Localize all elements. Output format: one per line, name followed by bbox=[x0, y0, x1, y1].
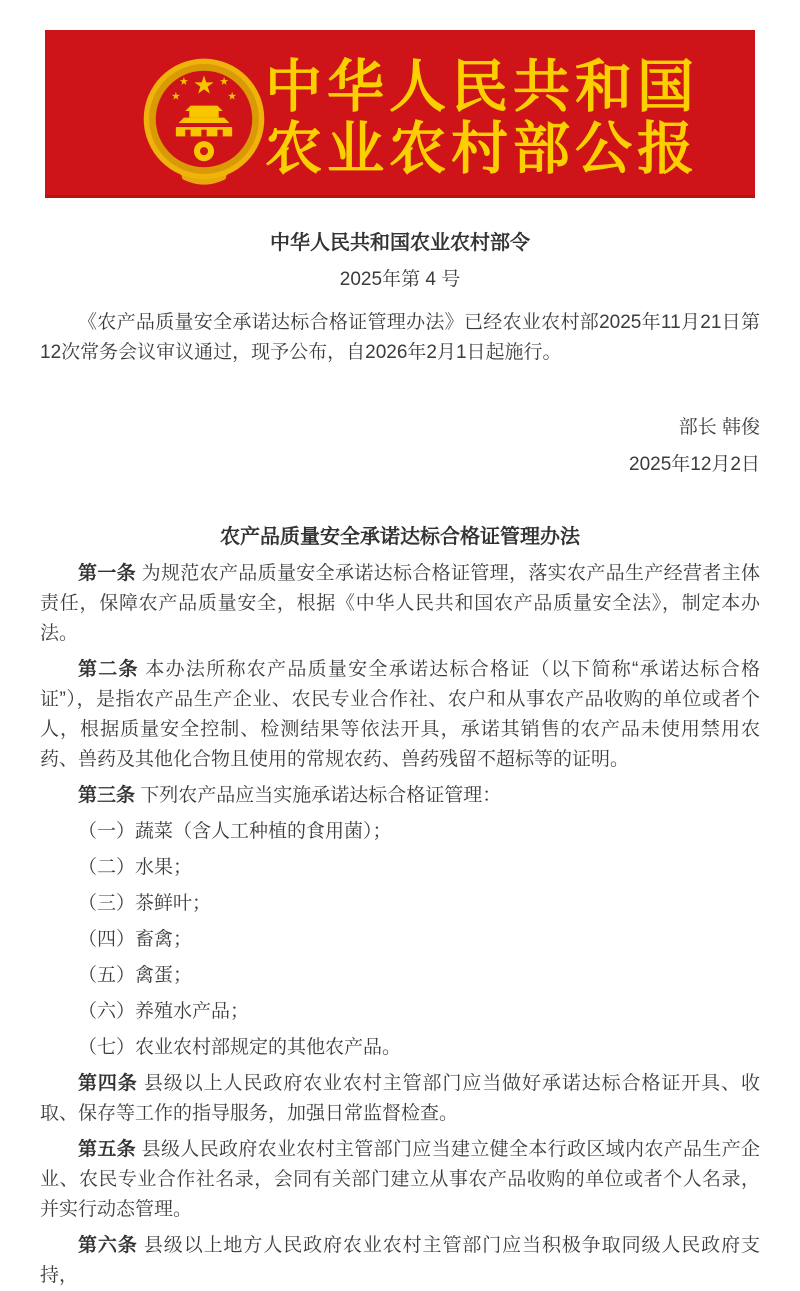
article-number-label: 第五条 bbox=[78, 1139, 137, 1160]
signature-date: 2025年12月2日 bbox=[629, 454, 760, 475]
article-number-label: 第六条 bbox=[78, 1235, 138, 1256]
regulation-articles bbox=[40, 559, 760, 1291]
article-paragraph: 第四条 县级以上人民政府农业农村主管部门应当做好承诺达标合格证开具、收取、保存等工作的指导服务，加强日常监督检查。 bbox=[40, 1073, 760, 1124]
article-list-item: （五）禽蛋； bbox=[78, 965, 193, 986]
article-list-item: （一）蔬菜（含人工种植的食用菌）； bbox=[78, 821, 392, 842]
decree-title: 中华人民共和国农业农村部令 bbox=[270, 232, 530, 254]
article-number-label: 第三条 bbox=[78, 785, 136, 806]
minister-signature: 部长 韩俊 bbox=[678, 417, 760, 438]
article-number-label: 第四条 bbox=[78, 1073, 138, 1094]
masthead-banner bbox=[45, 30, 755, 198]
article-list-item: （三）茶鲜叶； bbox=[78, 893, 212, 914]
article-number-label: 第一条 bbox=[78, 563, 137, 584]
article-list-item: （六）养殖水产品； bbox=[78, 1001, 250, 1022]
masthead-title-line2: 农业农村部公报 bbox=[265, 117, 699, 181]
masthead-title-line1: 中华人民共和国 bbox=[265, 55, 699, 119]
regulation-title: 农产品质量安全承诺达标合格证管理办法 bbox=[220, 526, 580, 548]
article-paragraph: 第六条 县级以上地方人民政府农业农村主管部门应当积极争取同级人民政府支持， bbox=[40, 1235, 760, 1286]
document-body bbox=[40, 228, 760, 1291]
article-paragraph: 第三条 下列农产品应当实施承诺达标合格证管理： bbox=[78, 785, 502, 806]
article-list-item: （二）水果； bbox=[78, 857, 193, 878]
article-paragraph: 第一条 为规范农产品质量安全承诺达标合格证管理，落实农产品生产经营者主体责任，保障农产品质量安全，根据《中华人民共和国农产品质量安全法》，制定本办法。 bbox=[40, 563, 760, 644]
decree-announcement: 《农产品质量安全承诺达标合格证管理办法》已经农业农村部2025年11月21日第12次常务会议审议通过，现予公布，自2026年2月1日起施行。 bbox=[40, 312, 760, 363]
china-national-emblem-icon bbox=[137, 56, 271, 190]
article-list-item: （七）农业农村部规定的其他农产品。 bbox=[78, 1037, 402, 1058]
article-paragraph: 第五条 县级人民政府农业农村主管部门应当建立健全本行政区域内农产品生产企业、农民专业合作社名录，会同有关部门建立从事农产品收购的单位或者个人名录，并实行动态管理。 bbox=[40, 1139, 760, 1220]
article-number-label: 第二条 bbox=[78, 659, 139, 680]
decree-number: 2025年第 4 号 bbox=[339, 269, 461, 290]
article-list-item: （四）畜禽； bbox=[78, 929, 193, 950]
masthead-title bbox=[265, 56, 699, 180]
article-paragraph: 第二条 本办法所称农产品质量安全承诺达标合格证（以下简称“承诺达标合格证”），是指农产品生产企业、农民专业合作社、农户和从事农产品收购的单位或者个人，根据质量安全控制、检测结果等依法开具，承诺其销售的农产品未使用禁用农药、兽药及其他化合物且使用的常规农药、兽药残留不超标等的证明。 bbox=[40, 659, 760, 770]
